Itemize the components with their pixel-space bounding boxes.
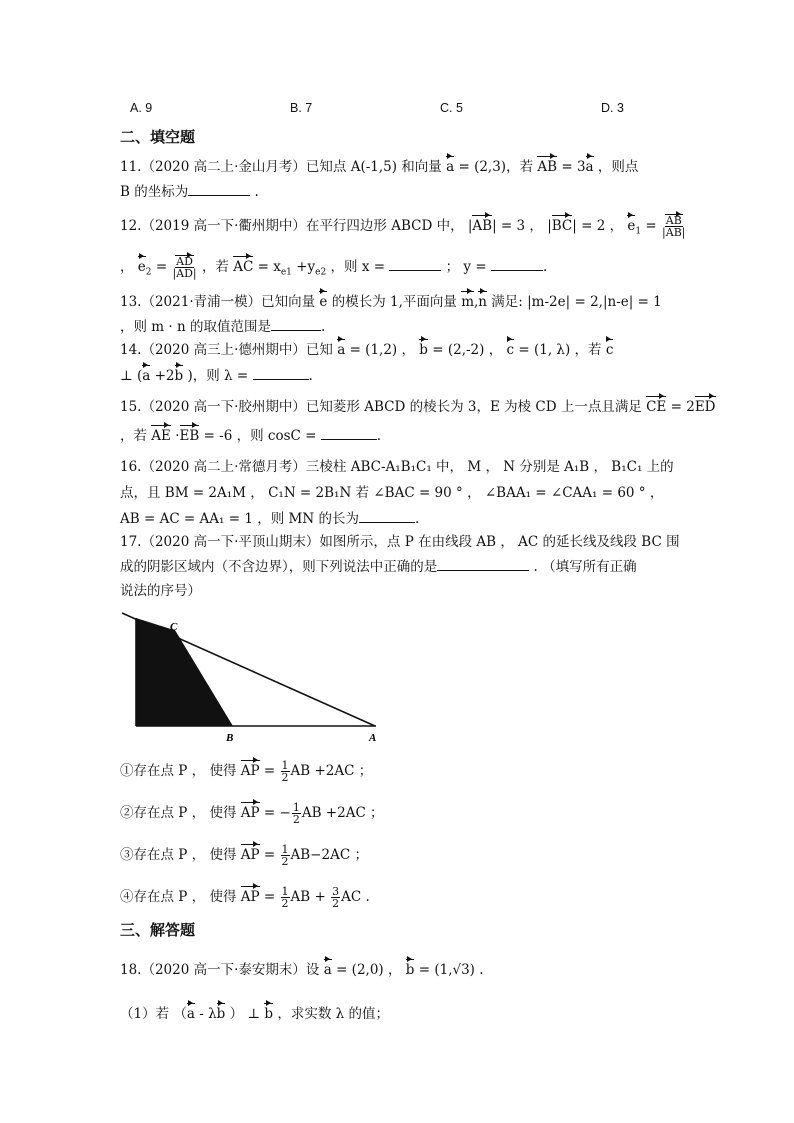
q11-line2: B 的坐标为 .: [120, 181, 259, 202]
q13-line1: 13.（2021·青浦一模）已知向量 e 的模长为 1,平面向量 m,n 满足: |m-2e| = 2,|n-e| = 1: [120, 294, 662, 310]
label-a: A: [369, 732, 377, 744]
label-b: B: [226, 732, 234, 744]
label-c: C: [170, 621, 178, 633]
q17-item-4: ④存在点 P ， 使得 AP = $\frac{1}{2}$ AB + $\frac{3}{2}$ AC .: [120, 885, 370, 910]
option-a: A. 9: [130, 101, 153, 115]
q11-line1: 11.（2020 高二上·金山月考）已知点 A(-1,5) 和向量 a = (2,3)，若 AB = 3a ，则点: [120, 159, 639, 175]
q17-item-2: ②存在点 P ， 使得 AP = − $\frac{1}{2}$ AB +2AC ；: [120, 801, 384, 826]
q14-line2: ⊥ (a +2b )，则 λ = .: [120, 365, 313, 386]
q16-line1: 16.（2020 高二上·常德月考）三棱柱 ABC-A₁B₁C₁ 中， M ， N 分别是 A₁B ， B₁C₁ 上的: [120, 459, 674, 475]
q17-item-3: ③存在点 P ， 使得 AP = $\frac{1}{2}$ AB−2AC ；: [120, 843, 368, 868]
option-c: C. 5: [440, 101, 463, 115]
q17-line3: 说法的序号）: [120, 583, 201, 599]
section-heading-fill: 二、填空题: [120, 128, 196, 146]
q17-line1: 17.（2020 高一下·平顶山期末）如图所示，点 P 在由线段 AB ， AC 的延长线及线段 BC 围: [120, 534, 680, 550]
q17-item-1: ①存在点 P ， 使得 AP = $\frac{1}{2}$ AB +2AC ；: [120, 759, 373, 784]
triangle-figure: [118, 610, 388, 745]
section-heading-answer: 三、解答题: [120, 921, 196, 939]
shaded-region: [136, 618, 232, 726]
q16-line2: 点，且 BM = 2A₁M ， C₁N = 2B₁N 若 ∠BAC = 90 ° ， ∠BAA₁ = ∠CAA₁ = 60 ° ，: [120, 485, 664, 501]
q12-line1: 12.（2019 高一下·衢州期中）在平行四边形 ABCD 中， |AB| = 3 ， |BC| = 2 ， $e_1$ = $\frac{AB}{|AB|}$: [120, 214, 686, 239]
q16-line3: AB = AC = AA₁ = 1 ，则 MN 的长为 .: [120, 508, 419, 529]
q18-sub1: （1）若 （a - λb ） ⊥ b ，求实数 λ 的值；: [120, 1006, 390, 1022]
q17-line2: 成的阴影区域内（不含边界），则下列说法中正确的是 . （填写所有正确: [120, 556, 637, 577]
q12-line2: ， $e_2$ = $\frac{AD}{|AD|}$ ，若 AC = $x_{e1} +y_{e2}$ ，则 x = ； y = .: [120, 255, 548, 280]
option-b: B. 7: [290, 101, 313, 115]
q14-line1: 14.（2020 高三上·德州期中）已知 a = (1,2) ， b = (2,-2) ， c = (1, λ) ，若 c: [120, 342, 614, 358]
fraction: $\frac{AB}{|AB|}$: [662, 214, 686, 239]
q13-line2: ，则 m · n 的取值范围是 .: [120, 316, 325, 337]
q15-line1: 15.（2020 高一下·胶州期中）已知菱形 ABCD 的棱长为 3，E 为棱 CD 上一点且满足 CE = 2ED: [120, 399, 716, 415]
q15-line2: ，若 AE ·EB = -6 ，则 cosC = .: [120, 425, 381, 446]
option-d: D. 3: [601, 101, 624, 115]
q18-line1: 18.（2020 高一下·泰安期末）设 a = (2,0) ， b = (1,√3) .: [120, 962, 484, 978]
